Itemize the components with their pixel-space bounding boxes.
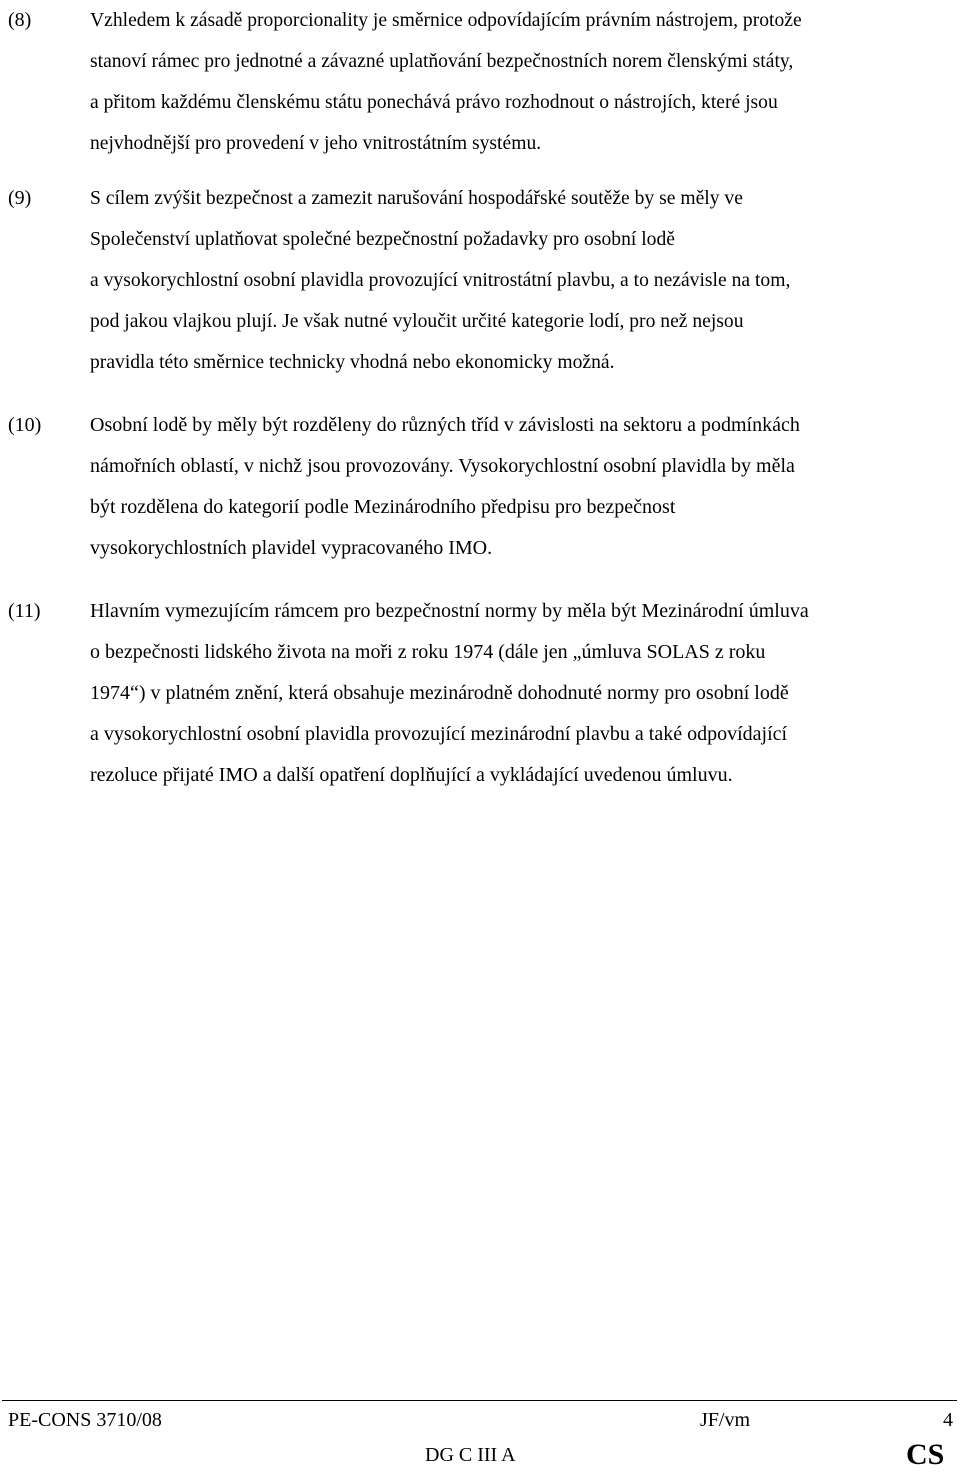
text-line: rezoluce přijaté IMO a další opatření doplňující a vykládající uvedenou úmluvu. [90,764,733,786]
text-line: námořních oblastí, v nichž jsou provozovány. Vysokorychlostní osobní plavidla by měla [90,455,795,477]
text-line: S cílem zvýšit bezpečnost a zamezit narušování hospodářské soutěže by se měly ve [90,188,743,209]
text-line: a vysokorychlostní osobní plavidla provozující mezinárodní plavbu a také odpovídající [90,723,788,745]
text-line: 1974“) v platném znění, která obsahuje mezinárodně dohodnuté normy pro osobní lodě [90,682,789,704]
recital-number: (11) [8,600,41,622]
text-line: a vysokorychlostní osobní plavidla provozující vnitrostátní plavbu, a to nezávisle na tom, [90,270,791,291]
text-line: stanoví rámec pro jednotné a závazné uplatňování bezpečnostních norem členskými státy, [90,51,794,72]
language-code: CS [906,1438,945,1471]
recital-number: (10) [8,414,42,436]
recital-text [90,591,952,796]
text-line: pravidla této směrnice technicky vhodná nebo ekonomicky možná. [90,352,615,373]
text-line: vysokorychlostních plavidel vypracovaného IMO. [90,537,493,559]
text-line: o bezpečnosti lidského života na moři z roku 1974 (dále jen „úmluva SOLAS z roku [90,641,766,663]
text-line: Hlavním vymezujícím rámcem pro bezpečnostní normy by měla být Mezinárodní úmluva [90,600,809,622]
author-initials: JF/vm [700,1409,751,1431]
document-reference: PE-CONS 3710/08 [8,1409,162,1431]
page-number: 4 [943,1409,953,1431]
page-footer [0,1400,960,1470]
recital-text [90,0,952,164]
directorate: DG C III A [425,1444,516,1466]
text-line: nejvhodnější pro provedení v jeho vnitrostátním systému. [90,133,542,154]
recital-text [90,178,952,383]
recital-text [90,405,952,569]
recital-number: (9) [8,187,32,209]
text-line: Osobní lodě by měly být rozděleny do různých tříd v závislosti na sektoru a podmínkách [90,414,800,436]
text-line: Společenství uplatňovat společné bezpečnostní požadavky pro osobní lodě [90,229,675,250]
text-line: být rozdělena do kategorií podle Mezinárodního předpisu pro bezpečnost [90,496,676,518]
recital-number: (8) [8,9,32,31]
text-line: a přitom každému členskému státu ponechává právo rozhodnout o nástrojích, které jsou [90,92,778,113]
text-line: pod jakou vlajkou plují. Je však nutné vyloučit určité kategorie lodí, pro než nejsou [90,311,744,332]
text-line: Vzhledem k zásadě proporcionality je směrnice odpovídajícím právním nástrojem, protože [90,10,802,31]
